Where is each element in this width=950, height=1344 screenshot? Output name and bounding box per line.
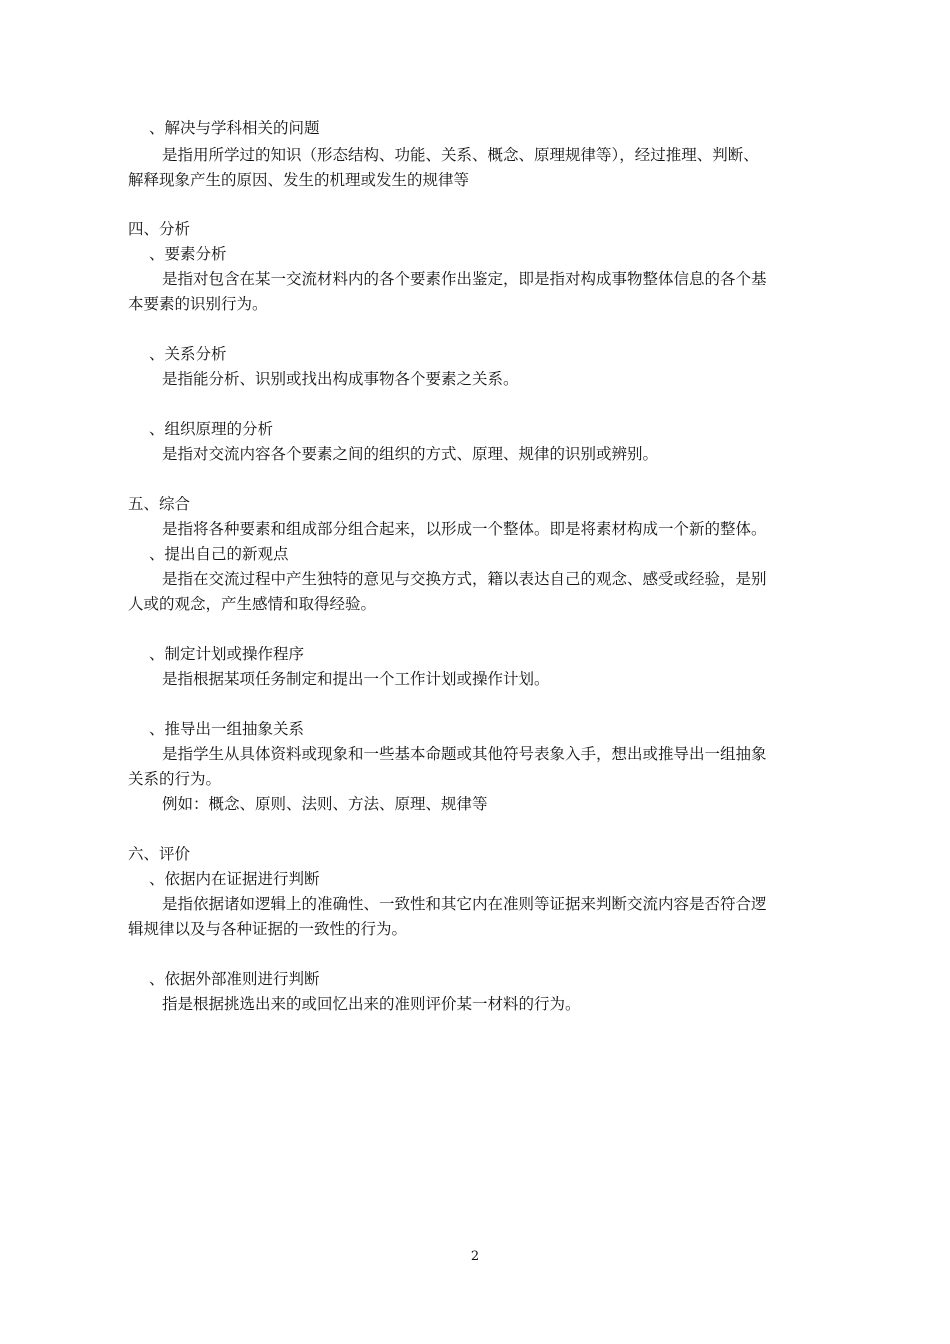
page-number: 2: [470, 1249, 480, 1264]
paragraph-line: 是指学生从具体资料或现象和一些基本命题或其他符号表象入手，想出或推导出一组抽象: [162, 745, 767, 763]
paragraph-line: 是指根据某项任务制定和提出一个工作计划或操作计划。: [162, 670, 550, 688]
paragraph-line: 本要素的识别行为。: [128, 295, 268, 313]
paragraph-line: 是指对交流内容各个要素之间的组织的方式、原理、规律的识别或辨别。: [162, 445, 659, 463]
paragraph-line: 解释现象产生的原因、发生的机理或发生的规律等: [128, 171, 470, 189]
paragraph-line: 是指对包含在某一交流材料内的各个要素作出鉴定，即是指对构成事物整体信息的各个基: [162, 270, 767, 288]
subheading-relation-analysis: 、关系分析: [149, 345, 227, 363]
section-heading-analysis: 四、分析: [128, 220, 191, 238]
paragraph-line-example: 例如：概念、原则、法则、方法、原理、规律等: [162, 795, 488, 813]
paragraph-line: 是指将各种要素和组成部分组合起来，以形成一个整体。即是将素材构成一个新的整体。: [162, 520, 767, 538]
subheading-element-analysis: 、要素分析: [149, 245, 227, 263]
paragraph-line: 是指能分析、识别或找出构成事物各个要素之关系。: [162, 370, 519, 388]
section-heading-synthesis: 五、综合: [128, 495, 191, 513]
paragraph-line: 关系的行为。: [128, 770, 222, 788]
paragraph-line: 是指在交流过程中产生独特的意见与交换方式，籍以表达自己的观念、感受或经验，是别: [162, 570, 767, 588]
paragraph-line: 人或的观念，产生感情和取得经验。: [128, 595, 377, 613]
section-heading-evaluation: 六、评价: [128, 845, 191, 863]
subheading-abstract-relations: 、推导出一组抽象关系: [149, 720, 305, 738]
subheading-new-viewpoint: 、提出自己的新观点: [149, 545, 289, 563]
subheading-organization-analysis: 、组织原理的分析: [149, 420, 274, 438]
subheading-solve-problems: 、解决与学科相关的问题: [149, 119, 320, 137]
subheading-external-criteria: 、依据外部准则进行判断: [149, 970, 320, 988]
paragraph-line: 辑规律以及与各种证据的一致性的行为。: [128, 920, 408, 938]
paragraph-line: 是指依据诸如逻辑上的准确性、一致性和其它内在准则等证据来判断交流内容是否符合逻: [162, 895, 767, 913]
subheading-make-plan: 、制定计划或操作程序: [149, 645, 305, 663]
paragraph-line: 指是根据挑选出来的或回忆出来的准则评价某一材料的行为。: [162, 995, 581, 1013]
subheading-internal-evidence: 、依据内在证据进行判断: [149, 870, 320, 888]
paragraph-line: 是指用所学过的知识（形态结构、功能、关系、概念、原理规律等），经过推理、判断、: [162, 146, 759, 164]
